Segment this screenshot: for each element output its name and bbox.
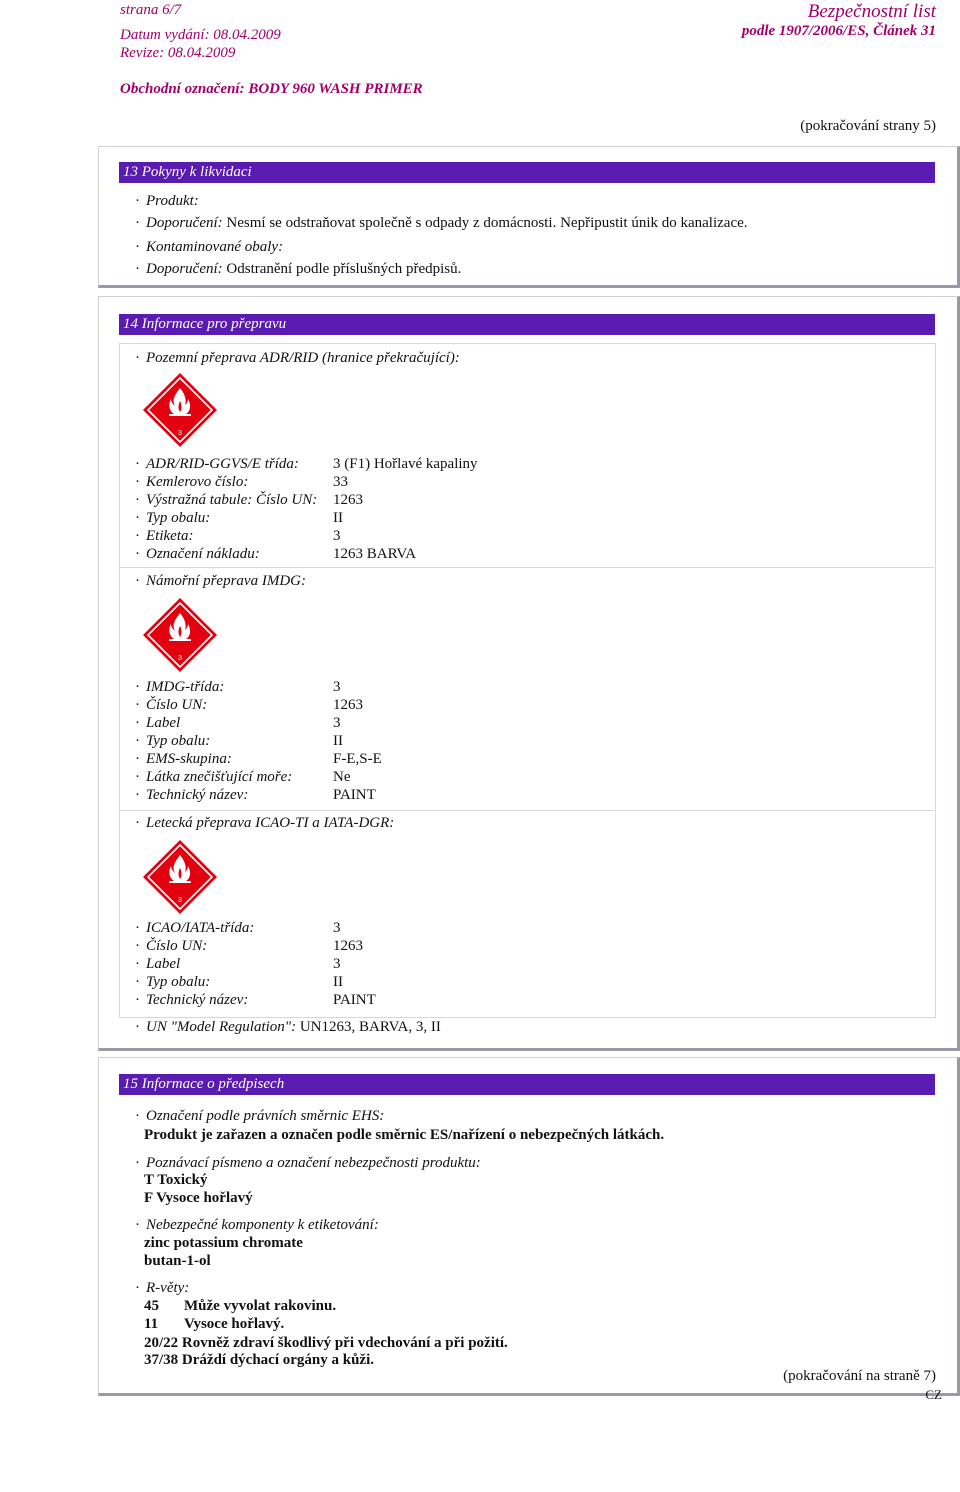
un-model-regulation-value: UN1263, BARVA, 3, II xyxy=(299,1019,441,1035)
adr-row: · Kemlerovo číslo: 33 xyxy=(135,474,348,490)
section-13-title: 13 Pokyny k likvidaci xyxy=(119,162,935,183)
imdg-heading-line: · Námořní přeprava IMDG: xyxy=(135,573,306,589)
s13-packaging-label: Kontaminované obaly: xyxy=(146,239,284,255)
icao-row: · ICAO/IATA-třída: 3 xyxy=(135,920,341,936)
un-model-regulation-line: · UN "Model Regulation": UN1263, BARVA, 3, II xyxy=(135,1019,441,1035)
adr-heading: Pozemní přeprava ADR/RID (hranice překračující): xyxy=(146,350,460,366)
r-phrase: 37/38 Dráždí dýchací orgány a kůži. xyxy=(144,1352,375,1368)
icao-heading-line: · Letecká přeprava ICAO-TI a IATA-DGR: xyxy=(135,815,395,831)
icao-row: · Technický název: PAINT xyxy=(135,992,376,1008)
issue-date: Datum vydání: 08.04.2009 xyxy=(120,27,281,43)
imdg-row: · Typ obalu: II xyxy=(135,733,343,749)
s13-product-label: Produkt: xyxy=(146,193,199,209)
s15-hazard-heading: Poznávací písmeno a označení nebezpečnosti produktu: xyxy=(146,1155,481,1171)
revision-date: Revize: 08.04.2009 xyxy=(120,45,236,61)
s15-ehs-heading-line: · Označení podle právních směrnic EHS: xyxy=(135,1108,385,1124)
r-phrase: 20/22 Rovněž zdraví škodlivý při vdechování a při požití. xyxy=(144,1335,508,1351)
adr-row: · Výstražná tabule: Číslo UN: 1263 xyxy=(135,492,363,508)
icao-row: · Typ obalu: II xyxy=(135,974,343,990)
imdg-row: · Technický název: PAINT xyxy=(135,787,376,803)
imdg-row: · Číslo UN: 1263 xyxy=(135,697,363,713)
document-title: Bezpečnostní list xyxy=(807,1,936,22)
imdg-row: · EMS-skupina: F-E,S-E xyxy=(135,751,382,767)
s15-ehs-value: Produkt je zařazen a označen podle směrnic ES/nařízení o nebezpečných látkách. xyxy=(144,1127,665,1143)
s15-component-2: butan-1-ol xyxy=(144,1253,211,1269)
s15-hazard-heading-line: · Poznávací písmeno a označení nebezpečnosti produktu: xyxy=(135,1155,481,1171)
adr-row: · Typ obalu: II xyxy=(135,510,343,526)
s13-recommendation-line: · Doporučení: Nesmí se odstraňovat společně s odpady z domácnosti. Nepřipustit únik do kanalizace. xyxy=(135,215,748,231)
continued-from: (pokračování strany 5) xyxy=(800,118,936,134)
r-phrase: 45 Může vyvolat rakovinu. xyxy=(144,1298,337,1314)
s13-packaging-recommendation-line: · Doporučení: Odstranění podle příslušných předpisů. xyxy=(135,261,462,277)
imdg-row: · Label 3 xyxy=(135,715,341,731)
adr-row: · Označení nákladu: 1263 BARVA xyxy=(135,546,417,562)
s13-recommendation-label: Doporučení: xyxy=(146,215,223,231)
imdg-heading: Námořní přeprava IMDG: xyxy=(146,573,306,589)
adr-row: · ADR/RID-GGVS/E třída: 3 (F1) Hořlavé kapaliny xyxy=(135,456,478,472)
s15-ehs-heading: Označení podle právních směrnic EHS: xyxy=(146,1108,385,1124)
icao-row: · Číslo UN: 1263 xyxy=(135,938,363,954)
svg-text:3: 3 xyxy=(178,655,182,662)
continued-to: (pokračování na straně 7) xyxy=(783,1368,936,1384)
regulation-reference: podle 1907/2006/ES, Článek 31 xyxy=(741,23,936,39)
imdg-row: · IMDG-třída: 3 xyxy=(135,679,341,695)
trade-name: Obchodní označení: BODY 960 WASH PRIMER xyxy=(120,81,423,97)
r-phrase: 11 Vysoce hořlavý. xyxy=(144,1316,285,1332)
page-number: strana 6/7 xyxy=(120,2,182,18)
svg-text:3: 3 xyxy=(178,430,182,437)
s13-recommendation-value: Nesmí se odstraňovat společně s odpady z domácnosti. Nepřipustit únik do kanalizace. xyxy=(226,215,748,231)
adr-row: · Etiketa: 3 xyxy=(135,528,341,544)
s15-hazard-toxic: T Toxický xyxy=(144,1172,208,1188)
s14-imdg-frame xyxy=(119,567,934,568)
s15-hazard-flammable: F Vysoce hořlavý xyxy=(144,1190,253,1206)
s13-packaging-recommendation-value: Odstranění podle příslušných předpisů. xyxy=(226,261,462,277)
s15-components-heading-line: · Nebezpečné komponenty k etiketování: xyxy=(135,1217,379,1233)
un-model-regulation-label: UN "Model Regulation": xyxy=(146,1019,297,1035)
s15-components-heading: Nebezpečné komponenty k etiketování: xyxy=(146,1217,379,1233)
s15-r-heading: R-věty: xyxy=(146,1280,190,1296)
s13-product-line: · Produkt: xyxy=(135,193,199,209)
section-15-title: 15 Informace o předpisech xyxy=(119,1074,935,1095)
icao-row: · Label 3 xyxy=(135,956,341,972)
adr-heading-line: · Pozemní přeprava ADR/RID (hranice překračující): xyxy=(135,350,460,366)
section-14-title: 14 Informace pro přepravu xyxy=(119,314,935,335)
svg-text:3: 3 xyxy=(178,897,182,904)
language-code: CZ xyxy=(925,1387,942,1402)
flammable-pictogram-icon xyxy=(141,838,219,916)
s15-r-heading-line: · R-věty: xyxy=(135,1280,190,1296)
s14-icao-frame xyxy=(119,810,934,811)
s13-packaging-line: · Kontaminované obaly: xyxy=(135,239,284,255)
flammable-pictogram-icon xyxy=(141,596,219,674)
imdg-row: · Látka znečišťující moře: Ne xyxy=(135,769,351,785)
icao-heading: Letecká přeprava ICAO-TI a IATA-DGR: xyxy=(146,815,395,831)
s13-packaging-recommendation-label: Doporučení: xyxy=(146,261,223,277)
flammable-pictogram-icon xyxy=(141,371,219,449)
s15-component-1: zinc potassium chromate xyxy=(144,1235,303,1251)
